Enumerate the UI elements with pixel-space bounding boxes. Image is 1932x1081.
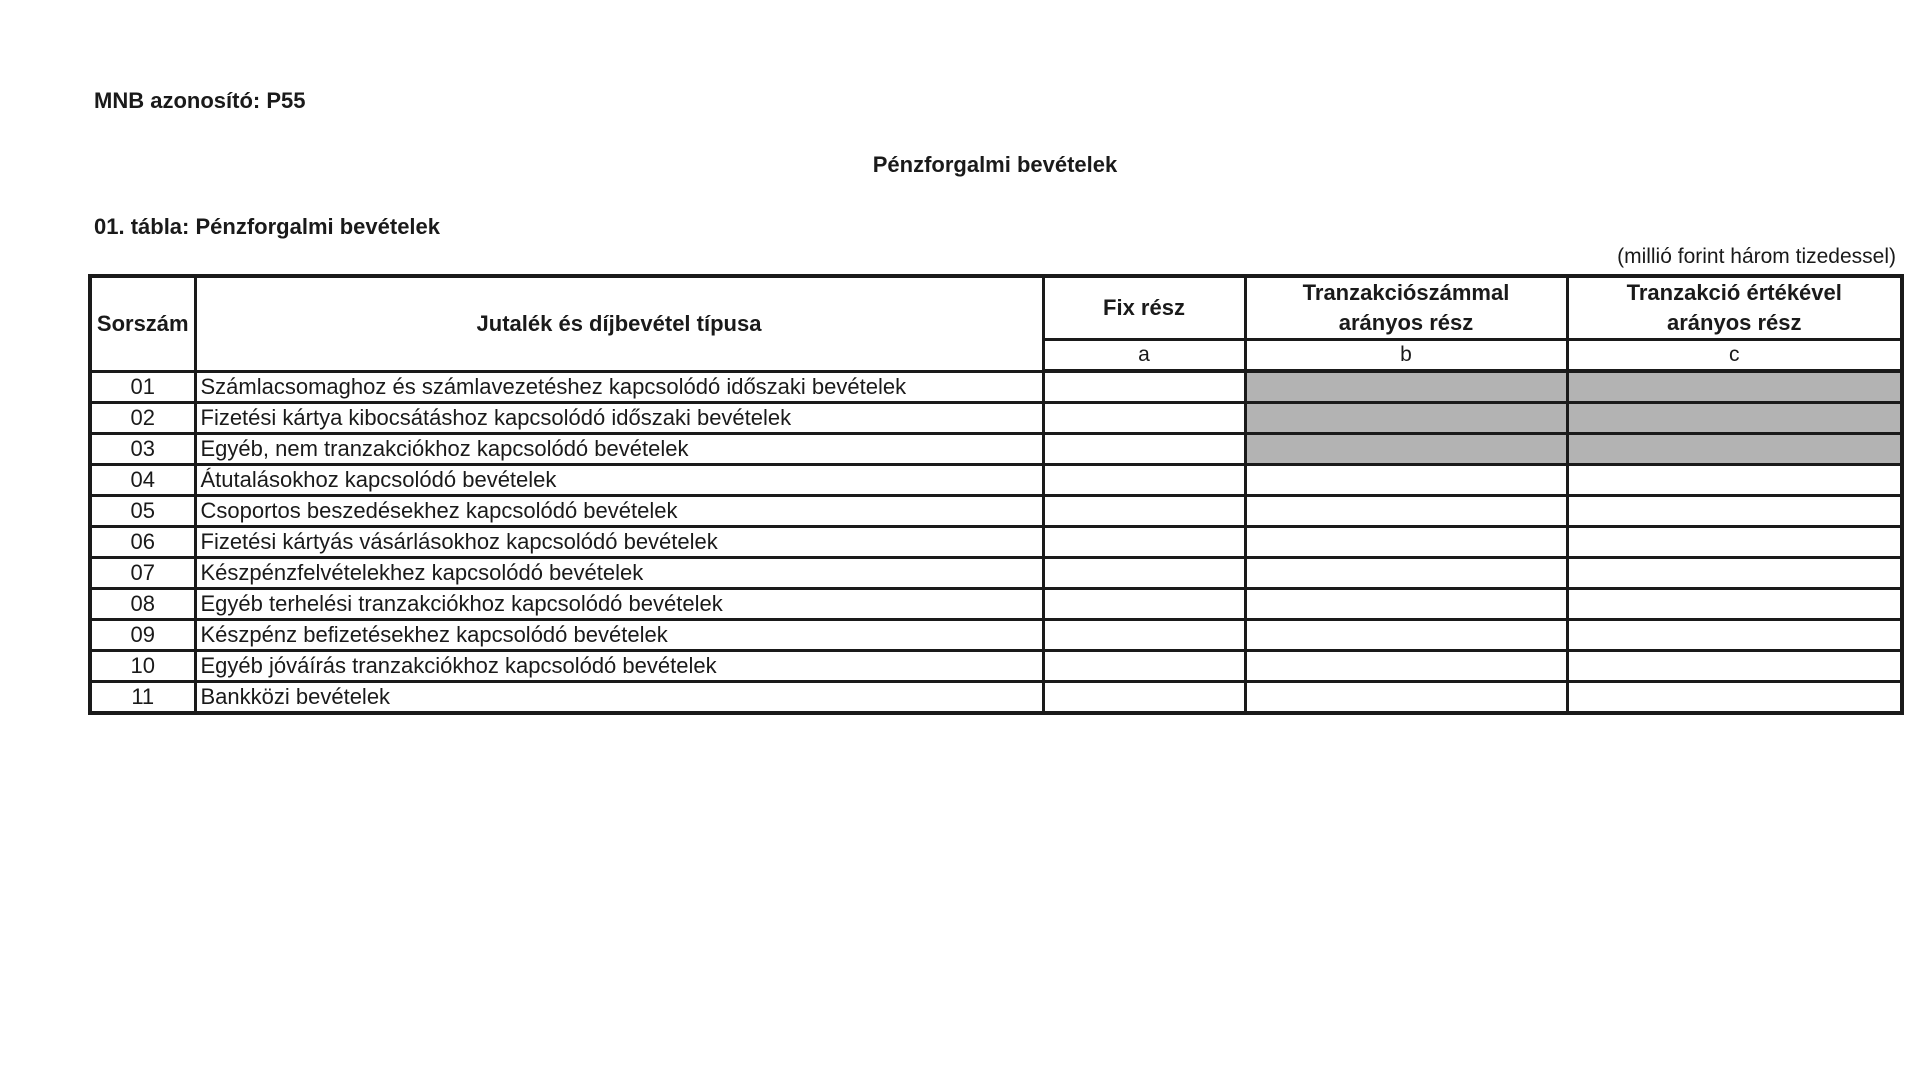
col-header-number: Sorszám bbox=[90, 276, 195, 371]
value-cell-b[interactable] bbox=[1245, 682, 1567, 714]
value-cell-b[interactable] bbox=[1245, 465, 1567, 496]
table-row bbox=[90, 371, 1902, 403]
value-cell-b[interactable] bbox=[1245, 558, 1567, 589]
col-header-tx-count-line1: Tranzakciószámmal bbox=[1302, 280, 1510, 305]
unit-note: (millió forint három tizedessel) bbox=[1617, 245, 1896, 268]
value-cell-b[interactable] bbox=[1245, 589, 1567, 620]
value-cell-b[interactable] bbox=[1245, 651, 1567, 682]
row-number: 08 bbox=[90, 589, 195, 620]
value-cell-c[interactable] bbox=[1567, 682, 1902, 714]
value-cell-a[interactable] bbox=[1043, 403, 1245, 434]
value-cell-c[interactable] bbox=[1567, 558, 1902, 589]
page-title: Pénzforgalmi bevételek bbox=[872, 152, 1118, 177]
row-number: 10 bbox=[90, 651, 195, 682]
col-header-tx-value-line2: arányos rész bbox=[1666, 310, 1802, 335]
table-row bbox=[90, 434, 1902, 465]
value-cell-c bbox=[1567, 434, 1902, 465]
value-cell-a[interactable] bbox=[1043, 371, 1245, 403]
value-cell-a[interactable] bbox=[1043, 527, 1245, 558]
row-label: Fizetési kártyás vásárlásokhoz kapcsolódó bevételek bbox=[195, 527, 1043, 558]
value-cell-a[interactable] bbox=[1043, 558, 1245, 589]
value-cell-a[interactable] bbox=[1043, 434, 1245, 465]
col-header-tx-count-line2: arányos rész bbox=[1338, 310, 1474, 335]
table-row bbox=[90, 589, 1902, 620]
row-number: 06 bbox=[90, 527, 195, 558]
revenue-table bbox=[88, 274, 1904, 715]
value-cell-c[interactable] bbox=[1567, 465, 1902, 496]
value-cell-b[interactable] bbox=[1245, 620, 1567, 651]
row-number: 02 bbox=[90, 403, 195, 434]
col-header-tx-count bbox=[1245, 276, 1567, 340]
row-number: 09 bbox=[90, 620, 195, 651]
value-cell-a[interactable] bbox=[1043, 589, 1245, 620]
row-label: Egyéb jóváírás tranzakciókhoz kapcsolódó bevételek bbox=[195, 651, 1043, 682]
table-row bbox=[90, 527, 1902, 558]
value-cell-c bbox=[1567, 403, 1902, 434]
row-label: Csoportos beszedésekhez kapcsolódó bevételek bbox=[195, 496, 1043, 527]
col-header-type: Jutalék és díjbevétel típusa bbox=[195, 276, 1043, 371]
value-cell-a[interactable] bbox=[1043, 465, 1245, 496]
row-label: Egyéb terhelési tranzakciókhoz kapcsolódó bevételek bbox=[195, 589, 1043, 620]
table-row bbox=[90, 651, 1902, 682]
row-label: Számlacsomaghoz és számlavezetéshez kapcsolódó időszaki bevételek bbox=[195, 371, 1043, 403]
table-row bbox=[90, 465, 1902, 496]
row-label: Bankközi bevételek bbox=[195, 682, 1043, 714]
col-letter-a: a bbox=[1043, 340, 1245, 372]
value-cell-b bbox=[1245, 403, 1567, 434]
col-header-fix: Fix rész bbox=[1043, 276, 1245, 340]
col-header-tx-value-line1: Tranzakció értékével bbox=[1626, 280, 1842, 305]
value-cell-c bbox=[1567, 371, 1902, 403]
value-cell-b[interactable] bbox=[1245, 527, 1567, 558]
row-label: Készpénzfelvételekhez kapcsolódó bevételek bbox=[195, 558, 1043, 589]
value-cell-c[interactable] bbox=[1567, 527, 1902, 558]
value-cell-a[interactable] bbox=[1043, 496, 1245, 527]
col-letter-b: b bbox=[1245, 340, 1567, 372]
value-cell-a[interactable] bbox=[1043, 682, 1245, 714]
value-cell-c[interactable] bbox=[1567, 496, 1902, 527]
value-cell-b bbox=[1245, 371, 1567, 403]
row-label: Átutalásokhoz kapcsolódó bevételek bbox=[195, 465, 1043, 496]
mnb-identifier: MNB azonosító: P55 bbox=[94, 88, 306, 113]
row-number: 03 bbox=[90, 434, 195, 465]
table-body bbox=[90, 371, 1902, 713]
row-label: Egyéb, nem tranzakciókhoz kapcsolódó bevételek bbox=[195, 434, 1043, 465]
value-cell-b[interactable] bbox=[1245, 496, 1567, 527]
table-row bbox=[90, 558, 1902, 589]
row-number: 07 bbox=[90, 558, 195, 589]
row-label: Fizetési kártya kibocsátáshoz kapcsolódó időszaki bevételek bbox=[195, 403, 1043, 434]
row-label: Készpénz befizetésekhez kapcsolódó bevételek bbox=[195, 620, 1043, 651]
row-number: 04 bbox=[90, 465, 195, 496]
table-row bbox=[90, 620, 1902, 651]
value-cell-c[interactable] bbox=[1567, 651, 1902, 682]
col-header-tx-value bbox=[1567, 276, 1902, 340]
value-cell-a[interactable] bbox=[1043, 651, 1245, 682]
row-number: 11 bbox=[90, 682, 195, 714]
value-cell-a[interactable] bbox=[1043, 620, 1245, 651]
table-row bbox=[90, 496, 1902, 527]
row-number: 01 bbox=[90, 371, 195, 403]
row-number: 05 bbox=[90, 496, 195, 527]
value-cell-c[interactable] bbox=[1567, 589, 1902, 620]
table-row bbox=[90, 403, 1902, 434]
table-title: 01. tábla: Pénzforgalmi bevételek bbox=[94, 214, 441, 239]
table-row bbox=[90, 682, 1902, 714]
value-cell-b bbox=[1245, 434, 1567, 465]
value-cell-c[interactable] bbox=[1567, 620, 1902, 651]
col-letter-c: c bbox=[1567, 340, 1902, 372]
